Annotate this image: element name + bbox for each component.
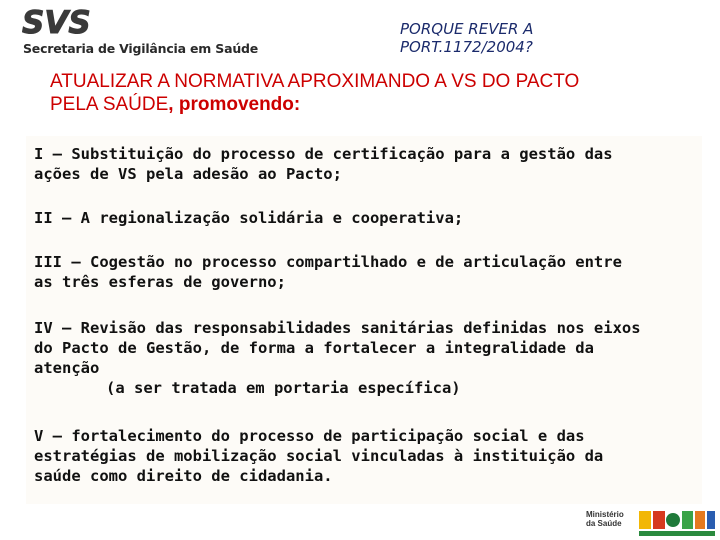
list-item-line: do Pacto de Gestão, de forma a fortalecer a integralidade da [34, 339, 594, 357]
ministerio-logo [586, 510, 624, 528]
brasil-logo [638, 508, 716, 538]
svs-logo-mark [22, 6, 96, 36]
list-item-line: as três esferas de governo; [34, 273, 286, 291]
svs-logo-subtitle: Secretaria de Vigilância em Saúde [23, 41, 259, 56]
list-item-line: saúde como direito de cidadania. [34, 467, 333, 485]
headline [50, 70, 690, 116]
svs-logo [22, 6, 259, 56]
list-item-iii [34, 252, 694, 292]
list-item-v [34, 426, 694, 486]
list-item-line: estratégias de mobilização social vinculadas à instituição da [34, 447, 604, 465]
content-box [26, 136, 702, 504]
header-question-line2: PORT.1172/2004? [400, 38, 533, 56]
list-item-line: atenção [34, 359, 100, 377]
list-item-line: V – fortalecimento do processo de participação social e das [34, 427, 585, 445]
ministerio-line1: Ministério [586, 510, 624, 519]
list-item-iv [34, 318, 694, 398]
list-item-line: IV – Revisão das responsabilidades sanitárias definidas nos eixos [34, 319, 641, 337]
ministerio-line2: da Saúde [586, 519, 622, 528]
header-question [400, 20, 533, 56]
headline-line2-tail: , promovendo: [168, 94, 301, 115]
list-item-line: I – Substituição do processo de certificação para a gestão das [34, 145, 613, 163]
list-item-line: II – A regionalização solidária e cooperativa; [34, 209, 464, 227]
list-item-i [34, 144, 694, 184]
svg-text:SVS: SVS [22, 6, 91, 36]
headline-line2 [50, 93, 690, 116]
header-question-line1: PORQUE REVER A [400, 20, 534, 38]
list-item-line: III – Cogestão no processo compartilhado e de articulação entre [34, 253, 622, 271]
list-item-note: (a ser tratada em portaria específica) [106, 379, 461, 397]
footer-logos [586, 508, 716, 540]
headline-line2-main: PELA SAÚDE [50, 94, 169, 115]
list-item-ii [34, 208, 694, 228]
list-item-line: ações de VS pela adesão ao Pacto; [34, 165, 342, 183]
headline-line1: ATUALIZAR A NORMATIVA APROXIMANDO A VS DO PACTO [50, 71, 580, 92]
